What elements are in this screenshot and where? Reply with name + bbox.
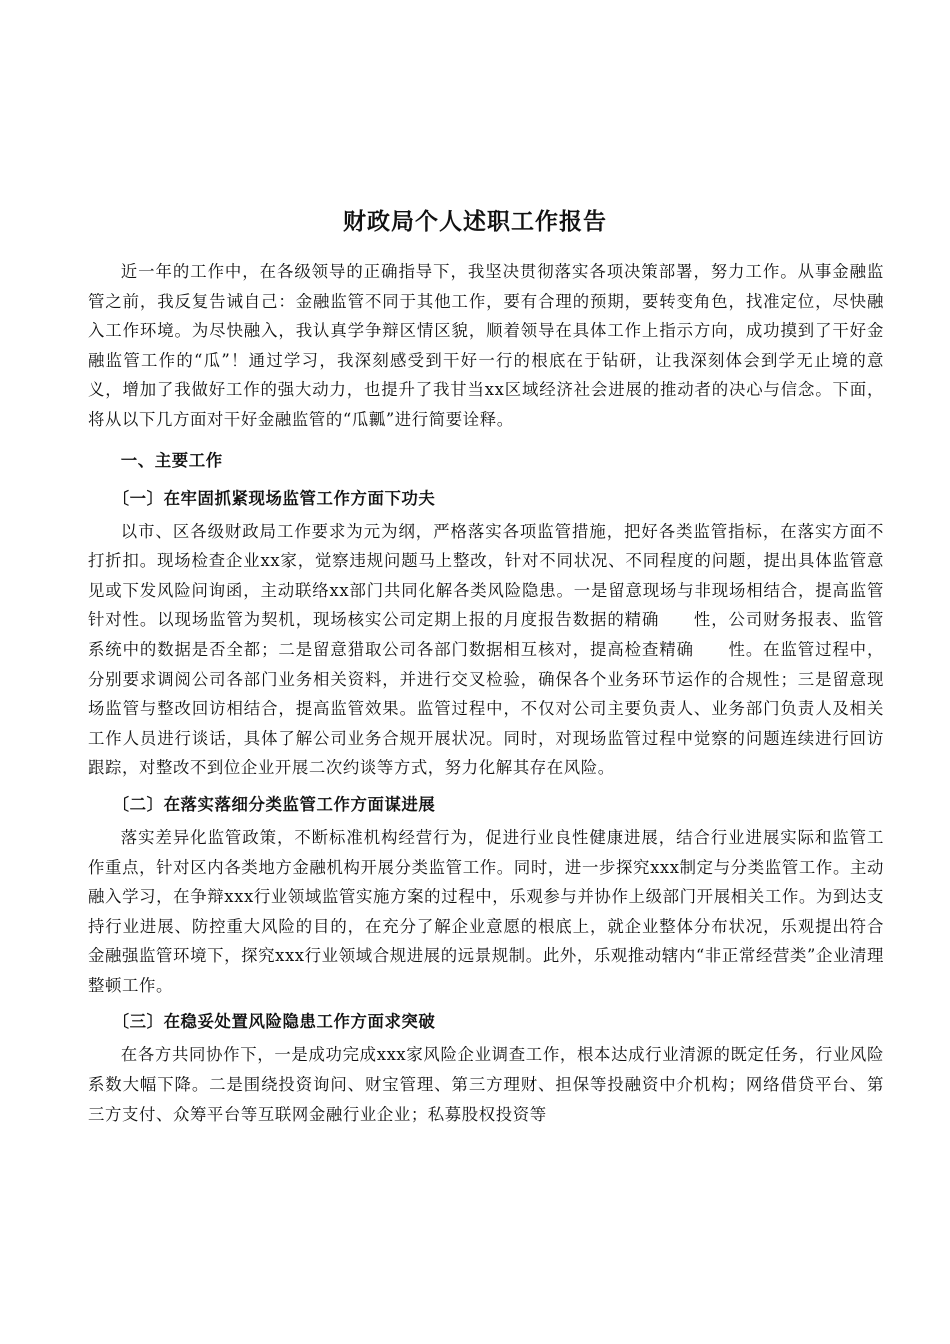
subsection-heading-classified-supervision: 〔二〕在落实落细分类监管工作方面谋进展	[112, 794, 436, 814]
document-body	[88, 257, 884, 1129]
subsection-paragraph-classified-supervision: 落实差异化监管政策，不断标准机构经营行为，促进行业良性健康进展，结合行业进展实际和监管工作重点，针对区内各类地方金融机构开展分类监管工作。同时，进一步探究xxx制定与分类监管工作。主动融入学习，在争辩xxx行业领域监管实施方案的过程中，乐观参与并协作上级部门开展相关工作。为到达支持行业进展、防控重大风险的目的，在充分了解企业意愿的根底上，就企业整体分布状况，乐观提出符合金融强监管环境下，探究xxx行业领域合规进展的远景规制。此外，乐观推动辖内“非正常经营类”企业清理整顿工作。	[88, 827, 884, 995]
section-heading-main-work: 一、主要工作	[120, 450, 223, 470]
intro-paragraph: 近一年的工作中，在各级领导的正确指导下，我坚决贯彻落实各项决策部署，努力工作。从事金融监管之前，我反复告诫自己：金融监管不同于其他工作，要有合理的预期，要转变角色，找准定位，尽快融入工作环境。为尽快融入，我认真学争辩区情区貌，顺着领导在具体工作上指示方向，成功摸到了干好金融监管工作的“瓜”！通过学习，我深刻感受到干好一行的根底在于钻研，让我深刻体会到学无止境的意义，增加了我做好工作的强大动力，也提升了我甘当xx区域经济社会进展的推动者的决心与信念。下面，将从以下几方面对干好金融监管的“瓜瓤”进行简要诠释。	[88, 262, 884, 429]
document-title: 财政局个人述职工作报告	[343, 208, 607, 235]
subsection-paragraph-onsite-supervision: 以市、区各级财政局工作要求为元为纲，严格落实各项监管措施，把好各类监管指标，在落实方面不打折扣。现场检查企业xx家，觉察违规问题马上整改，针对不同状况、不同程度的问题，提出具体监管意见或下发风险问询函，主动联络xx部门共同化解各类风险隐患。一是留意现场与非现场相结合，提高监管针对性。以现场监管为契机，现场核实公司定期上报的月度报告数据的精确 性，公司财务报表、监管系统中的数据是否全都；二是留意猎取公司各部门数据相互核对，提高检查精确 性。在监管过程中，分别要求调阅公司各部门业务相关资料，并进行交叉检验，确保各个业务环节运作的合规性；三是留意现场监管与整改回访相结合，提高监管效果。监管过程中，不仅对公司主要负责人、业务部门负责人及相关工作人员进行谈话，具体了解公司业务合规开展状况。同时，对现场监管过程中觉察的问题连续进行回访跟踪，对整改不到位企业开展二次约谈等方式，努力化解其存在风险。	[88, 521, 884, 778]
subsection-paragraph-risk-disposal: 在各方共同协作下，一是成功完成xxx家风险企业调查工作，根本达成行业清源的既定任务，行业风险系数大幅下降。二是围绕投资询问、财宝管理、第三方理财、担保等投融资中介机构；网络借贷平台、第三方支付、众筹平台等互联网金融行业企业；私募股权投资等	[88, 1045, 884, 1124]
subsection-heading-risk-disposal: 〔三〕在稳妥处置风险隐患工作方面求突破	[112, 1012, 436, 1032]
subsection-heading-onsite-supervision: 〔一〕在牢固抓紧现场监管工作方面下功夫	[112, 488, 436, 508]
